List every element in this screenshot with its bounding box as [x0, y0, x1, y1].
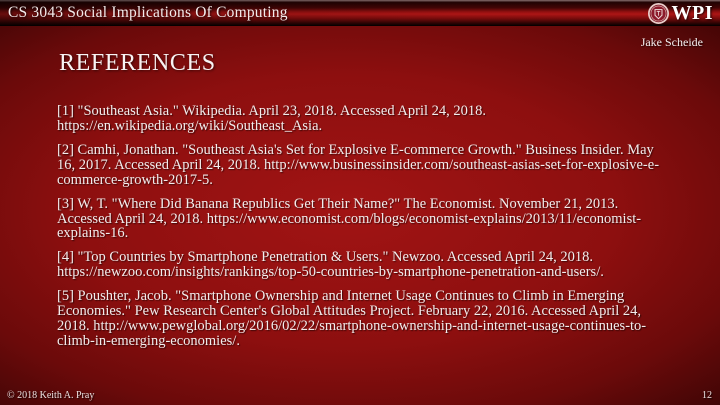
reference-item-1: [1] "Southeast Asia." Wikipedia. April 23, 2018. Accessed April 24, 2018. https://en.wikipedia.org/wiki/Southeast_Asia.	[57, 103, 487, 134]
course-title: CS 3043 Social Implications Of Computing	[8, 4, 288, 21]
wpi-seal-icon	[648, 3, 669, 24]
copyright: © 2018 Keith A. Pray	[7, 390, 95, 401]
page-number: 12	[702, 390, 712, 401]
reference-item-2: [2] Camhi, Jonathan. "Southeast Asia's Set for Explosive E-commerce Growth." Business Insider. May 16, 2017. Accessed April 24, 2018. http://www.businessinsider.com/southeast-asias-set-for-explosive-e-commerce-growth-2017-5.	[57, 141, 660, 188]
page-title: REFERENCES	[59, 50, 216, 76]
reference-item-4: [4] "Top Countries by Smartphone Penetration & Users." Newzoo. Accessed April 24, 2018. https://newzoo.com/insights/rankings/top-50-countries-by-smartphone-penetration-and-users/.	[57, 249, 604, 281]
reference-item-3: [3] W, T. "Where Did Banana Republics Get Their Name?" The Economist. November 21, 2013. Accessed April 24, 2018. https://www.economist.com/blogs/economist-explains/2013/11/economist-explains-16.	[57, 195, 642, 242]
references-list	[57, 104, 662, 358]
reference-item-5: [5] Poushter, Jacob. "Smartphone Ownership and Internet Usage Continues to Climb in Emerging Economies." Pew Research Center's Global Attitudes Project. February 22, 2016. Accessed April 24, 2018. http://www.pewglobal.org/2016/02/22/smartphone-ownership-and-internet-usage-continues-to-climb-in-emerging-economies/.	[57, 288, 647, 349]
header-bar	[0, 0, 720, 26]
author-name: Jake Scheide	[640, 35, 703, 49]
wpi-logo-text: WPI	[671, 1, 713, 24]
wpi-logo	[648, 0, 714, 26]
